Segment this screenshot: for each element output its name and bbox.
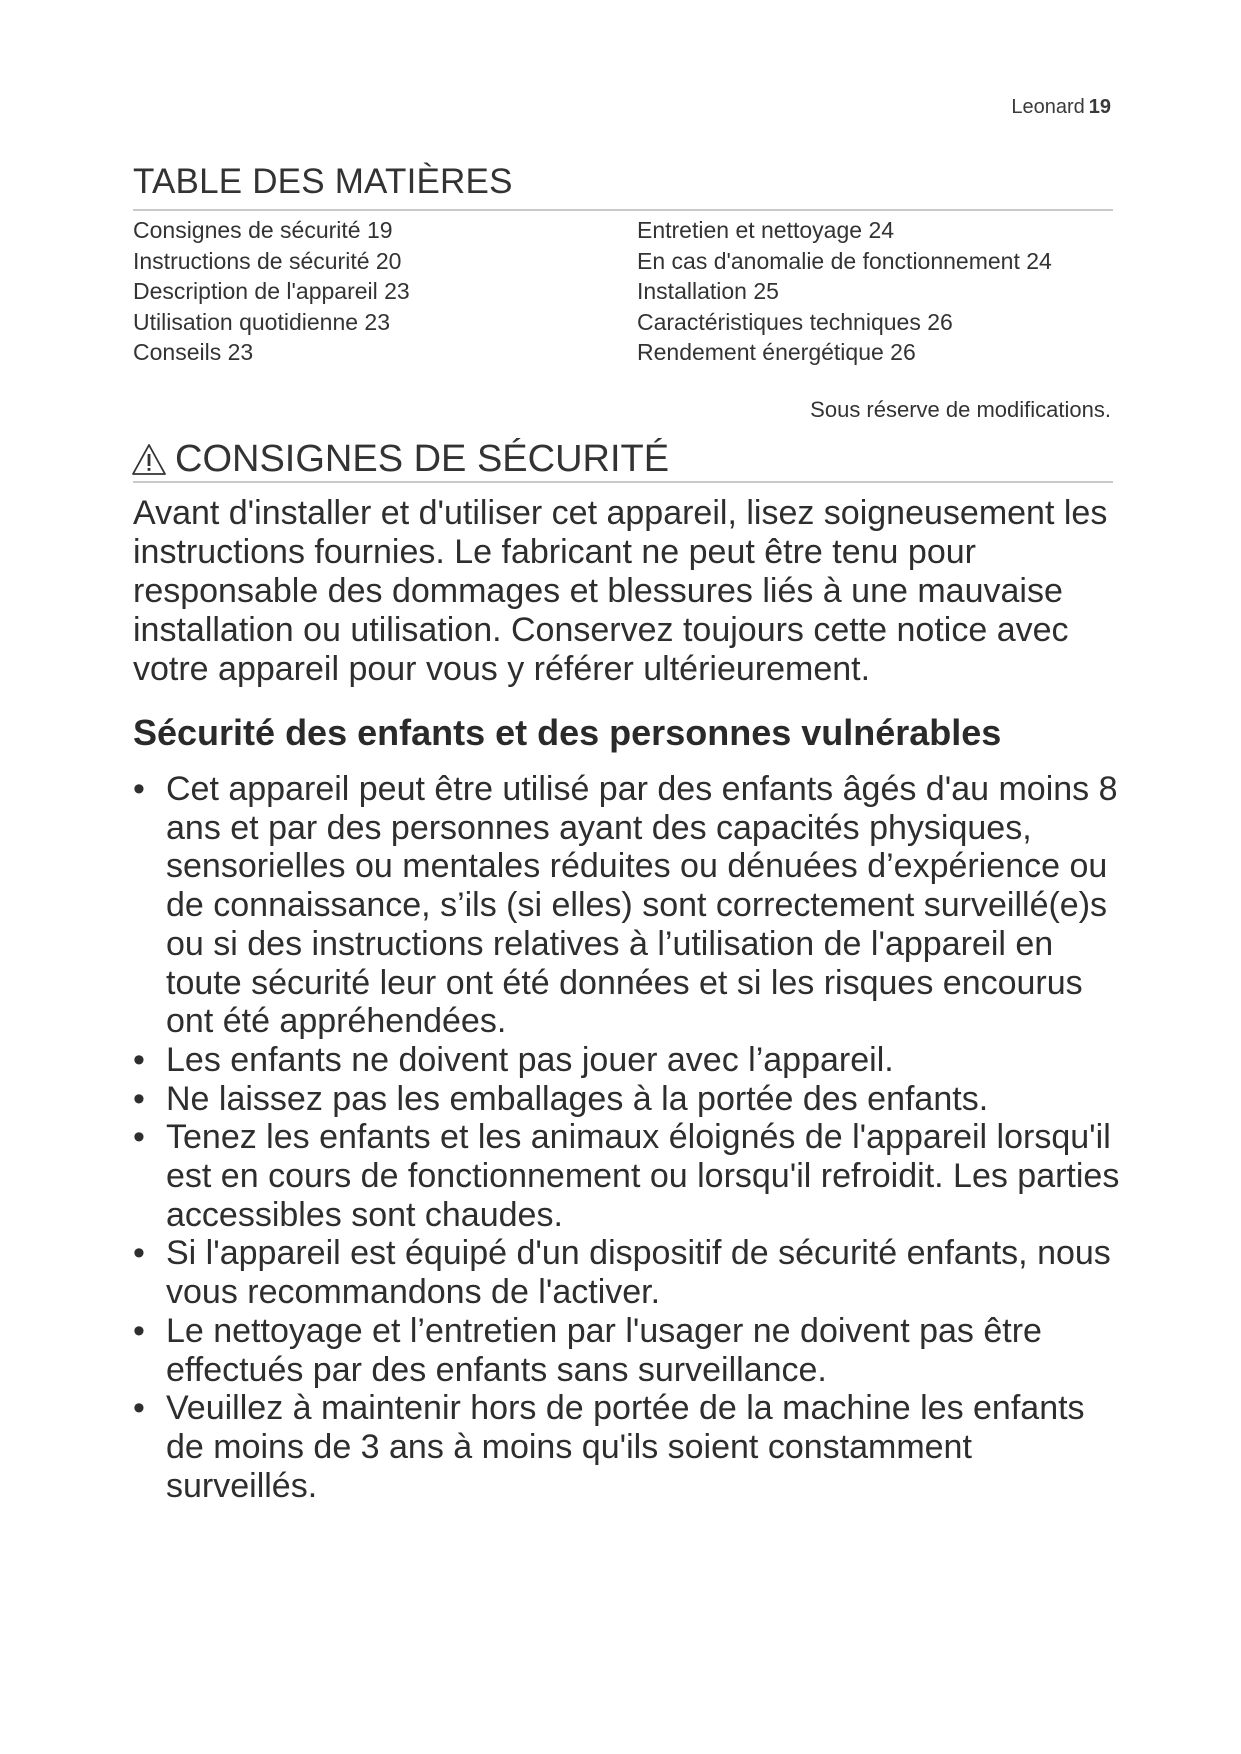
toc-entry: Consignes de sécurité 19	[133, 217, 393, 243]
toc-entry: Conseils 23	[133, 339, 254, 365]
bullet-icon: •	[133, 1311, 145, 1350]
bullet-icon: •	[133, 1234, 145, 1273]
toc-entry: En cas d'anomalie de fonctionnement 24	[637, 247, 1052, 274]
list-item-text: Tenez les enfants et les animaux éloignés de l'appareil lorsqu'il est en cours de fonctionnement ou lorsqu'il refroidit. Les parties accessibles sont chaudes.	[166, 1118, 1120, 1234]
modification-notice: Sous réserve de modifications.	[810, 397, 1111, 422]
children-safety-list	[133, 770, 1123, 1505]
bullet-icon: •	[133, 770, 145, 808]
list-item	[133, 1312, 1123, 1389]
list-item-text: Ne laissez pas les emballages à la portée des enfants.	[166, 1079, 989, 1118]
list-item	[133, 1389, 1123, 1505]
list-item	[133, 1041, 1123, 1080]
list-item-text: Si l'appareil est équipé d'un dispositif de sécurité enfants, nous vous recommandons de l'activer.	[166, 1234, 1111, 1312]
toc-entry: Description de l'appareil 23	[133, 278, 410, 304]
product-name: Leonard	[1011, 96, 1085, 118]
children-safety-heading: Sécurité des enfants et des personnes vulnérables	[133, 712, 1002, 753]
toc-entry: Instructions de sécurité 20	[133, 247, 402, 274]
list-item	[133, 1118, 1123, 1234]
safety-divider	[133, 481, 1113, 483]
list-item-text: Le nettoyage et l’entretien par l'usager ne doivent pas être effectués par des enfants sans surveillance.	[166, 1311, 1042, 1389]
page-header	[1011, 96, 1111, 119]
bullet-icon: •	[133, 1040, 145, 1079]
toc-entry: Caractéristiques techniques 26	[637, 308, 953, 335]
bullet-icon: •	[133, 1389, 145, 1428]
page-number: 19	[1088, 96, 1111, 118]
list-item	[133, 1234, 1123, 1311]
list-item-text: Les enfants ne doivent pas jouer avec l’appareil.	[166, 1040, 894, 1079]
toc-divider	[133, 209, 1113, 211]
toc-right-column	[637, 215, 1052, 368]
toc-entry: Utilisation quotidienne 23	[133, 308, 391, 335]
toc-entry: Entretien et nettoyage 24	[637, 217, 895, 243]
bullet-icon: •	[133, 1118, 145, 1157]
safety-title-text: CONSIGNES DE SÉCURITÉ	[175, 438, 670, 480]
list-item	[133, 770, 1123, 1041]
safety-section-title	[131, 438, 669, 481]
toc-left-column	[133, 215, 410, 368]
list-item-text: Veuillez à maintenir hors de portée de la machine les enfants de moins de 3 ans à moins qu'ils soient constamment surveillés.	[166, 1389, 1085, 1505]
bullet-icon: •	[133, 1079, 145, 1118]
toc-entry: Installation 25	[637, 278, 779, 304]
list-item-text: Cet appareil peut être utilisé par des enfants âgés d'au moins 8 ans et par des personnes ayant des capacités physiques, sensorielles ou mentales réduites ou dénuées d’expérience ou de connaissance, s’ils (si elles) sont correctement surveillé(e)s ou si des instructions relatives à l’utilisation de l'appareil en toute sécurité leur ont été données et si les risques encourus ont été appréhendées.	[166, 770, 1118, 1041]
list-item	[133, 1080, 1123, 1119]
safety-intro-paragraph: Avant d'installer et d'utiliser cet appareil, lisez soigneusement les instructions fournies. Le fabricant ne peut être tenu pour responsable des dommages et blessures liés à une mauvaise installation ou utilisation. Conservez toujours cette notice avec votre appareil pour vous y référer ultérieurement.	[133, 494, 1108, 688]
toc-entry: Rendement énergétique 26	[637, 339, 916, 365]
toc-title: TABLE DES MATIÈRES	[133, 162, 513, 201]
warning-icon	[131, 443, 167, 477]
